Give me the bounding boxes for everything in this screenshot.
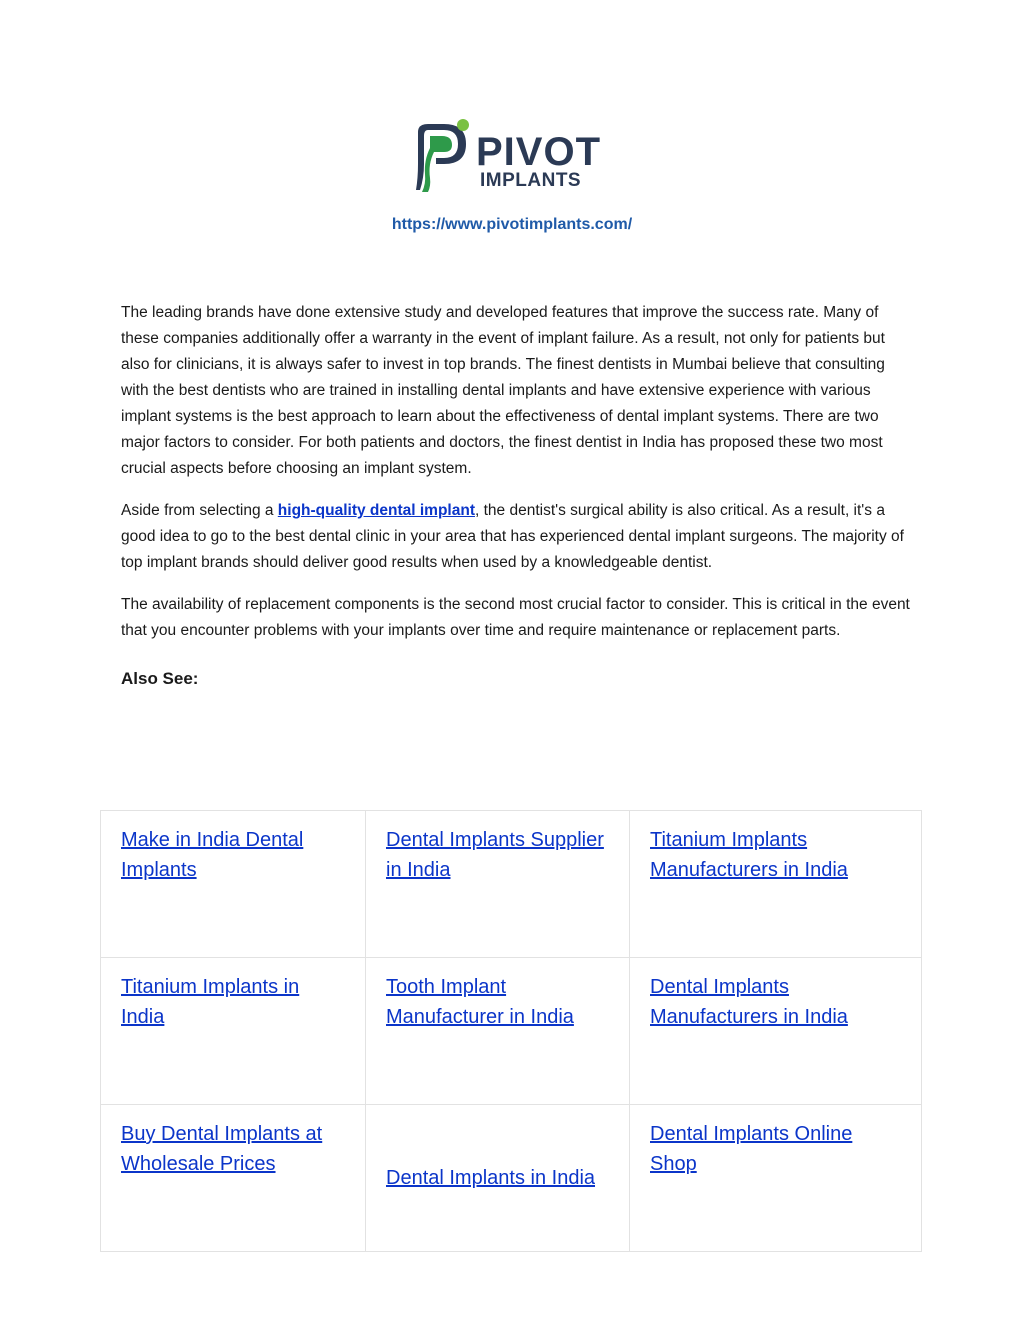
related-link[interactable]: Buy Dental Implants at Wholesale Prices <box>121 1123 323 1175</box>
brand-name-bottom: IMPLANTS <box>480 170 582 191</box>
related-links-table <box>100 810 922 1252</box>
paragraph-surgical-ability <box>121 498 911 576</box>
related-link[interactable]: Titanium Implants Manufacturers in India <box>650 829 848 881</box>
brand-name-top: PIVOT <box>476 130 602 174</box>
table-cell <box>630 958 922 1105</box>
table-row <box>101 1105 922 1252</box>
paragraph-text: , the dentist's surgical ability is also critical. As a result, it's a good idea to go to the best dental clinic in your area that has experienced dental implant surgeons. The majority of top implant brands should deliver good results when used by a knowledgeable dentist. <box>121 502 904 571</box>
table-row <box>101 958 922 1105</box>
paragraph-intro: The leading brands have done extensive study and developed features that improve the success rate. Many of these companies additionally offer a warranty in the event of implant failure. As a result, not only for patients but also for clinicians, it is always safer to invest in top brands. The finest dentists in Mumbai believe that consulting with the best dentists who are trained in installing dental implants and have extensive experience with various implant systems is the best approach to learn about the effectiveness of dental implant systems. There are two major factors to consider. For both patients and doctors, the finest dentist in India has proposed these two most crucial aspects before choosing an implant system. <box>121 304 885 477</box>
article-body <box>121 300 911 692</box>
related-link[interactable]: Dental Implants Online Shop <box>650 1123 853 1175</box>
related-link[interactable]: Dental Implants in India <box>386 1167 596 1189</box>
table-cell <box>630 811 922 958</box>
table-cell <box>630 1105 922 1252</box>
table-row <box>101 811 922 958</box>
pivot-implants-logo <box>414 118 610 196</box>
also-see-heading: Also See: <box>121 669 199 688</box>
tooth-p-logo-icon <box>414 118 472 196</box>
site-url-link[interactable]: https://www.pivotimplants.com/ <box>391 216 633 233</box>
related-link[interactable]: Titanium Implants in India <box>121 976 300 1028</box>
table-cell <box>101 958 366 1105</box>
related-link[interactable]: Dental Implants Supplier in India <box>386 829 604 881</box>
table-cell <box>366 811 630 958</box>
paragraph-replacement-components: The availability of replacement components is the second most crucial factor to consider. This is critical in the event that you encounter problems with your implants over time and require maintenance or replacement parts. <box>121 596 910 639</box>
table-cell <box>366 1105 630 1252</box>
table-cell <box>101 1105 366 1252</box>
table-cell <box>366 958 630 1105</box>
paragraph-text: Aside from selecting a <box>121 502 278 519</box>
table-cell <box>101 811 366 958</box>
related-link[interactable]: Tooth Implant Manufacturer in India <box>386 976 574 1028</box>
related-link[interactable]: Dental Implants Manufacturers in India <box>650 976 848 1028</box>
high-quality-implant-link[interactable]: high-quality dental implant <box>277 502 475 519</box>
related-link[interactable]: Make in India Dental Implants <box>121 829 304 881</box>
